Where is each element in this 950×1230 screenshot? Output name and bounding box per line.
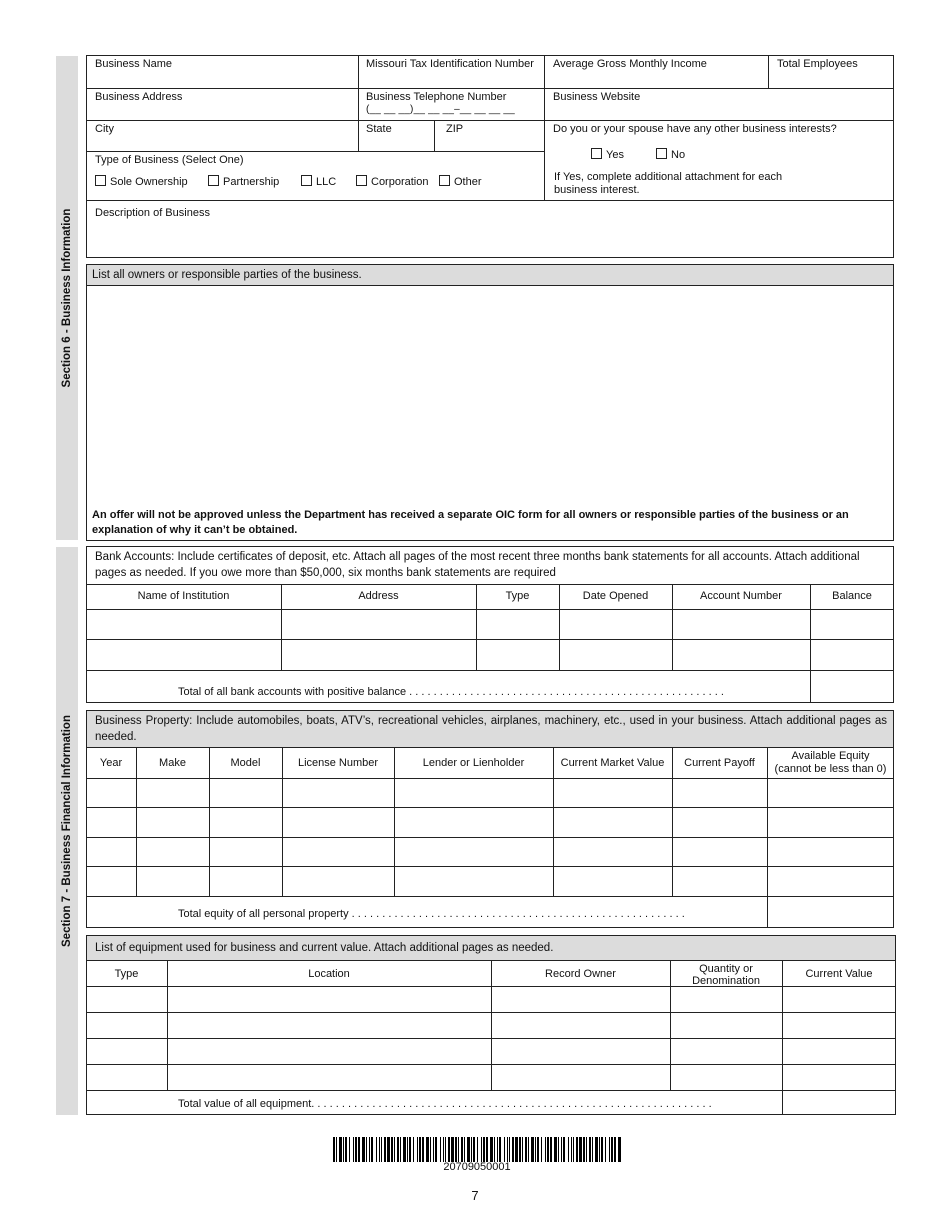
corporation-checkbox[interactable]: Corporation <box>356 175 428 188</box>
col-address: Address <box>358 590 399 602</box>
table-row[interactable] <box>87 867 893 896</box>
col-current-value: Current Value <box>805 968 873 980</box>
checkbox-icon <box>208 175 219 186</box>
owners-note: An offer will not be approved unless the Department has received a separate OIC form for all owners or responsible parties of the business or an explanation of why it can’t be obtained. <box>92 509 849 536</box>
checkbox-icon <box>356 175 367 186</box>
state-field[interactable]: State <box>366 123 392 135</box>
avg-income-field[interactable]: Average Gross Monthly Income <box>553 58 707 70</box>
if-yes-note: If Yes, complete additional attachment for each business interest. <box>554 171 783 196</box>
col-available-equity: Available Equity <box>791 750 870 762</box>
business-name-field[interactable]: Business Name <box>95 58 173 70</box>
tax-id-field[interactable]: Missouri Tax Identification Number <box>366 58 534 70</box>
col-denomination: Denomination <box>692 975 760 987</box>
barcode-icon <box>333 1137 621 1162</box>
zip-field[interactable]: ZIP <box>446 123 464 135</box>
col-model: Model <box>230 757 261 769</box>
col-type: Type <box>505 590 530 602</box>
other-checkbox[interactable]: Other <box>439 175 482 188</box>
table-row[interactable] <box>87 987 895 1012</box>
table-row[interactable] <box>87 1013 895 1038</box>
checkbox-icon <box>439 175 450 186</box>
property-intro: Business Property: Include automobiles, boats, ATV’s, recreational vehicles, airplanes, machinery, etc., used in your business. Attach additional pages as needed. <box>95 715 887 743</box>
owners-list-area[interactable] <box>87 287 893 505</box>
sole-ownership-checkbox[interactable]: Sole Ownership <box>95 175 188 188</box>
business-phone-field[interactable]: Business Telephone Number <box>366 91 507 103</box>
checkbox-icon <box>95 175 106 186</box>
checkbox-icon <box>301 175 312 186</box>
equipment-total-field[interactable] <box>783 1091 895 1114</box>
bank-total-label: Total of all bank accounts with positive balance . . . . . . . . . . . . . . . . . . . . . . . . . . . . . . . . . . . . . . . . . . . . . . . . . . . . <box>178 686 724 698</box>
other-interests-question: Do you or your spouse have any other business interests? <box>553 123 837 135</box>
table-row[interactable] <box>87 808 893 837</box>
col-make: Make <box>159 757 186 769</box>
barcode-number: 20709050001 <box>443 1161 511 1173</box>
section6-label: Section 6 - Business Information <box>61 208 73 388</box>
col-year: Year <box>99 757 123 769</box>
no-checkbox[interactable]: No <box>656 148 685 161</box>
business-address-field[interactable]: Business Address <box>95 91 183 103</box>
col-equity-note: (cannot be less than 0) <box>774 763 887 775</box>
property-total-field[interactable] <box>768 897 893 927</box>
type-of-business-label: Type of Business (Select One) <box>95 154 244 166</box>
table-row[interactable] <box>87 838 893 866</box>
partnership-checkbox[interactable]: Partnership <box>208 175 279 188</box>
section7-sidebar <box>56 547 78 1115</box>
business-website-field[interactable]: Business Website <box>553 91 641 103</box>
col-lender: Lender or Lienholder <box>422 757 525 769</box>
col-institution: Name of Institution <box>137 590 230 602</box>
owners-header-text: List all owners or responsible parties of the business. <box>92 269 362 281</box>
col-record-owner: Record Owner <box>545 968 616 980</box>
table-row[interactable] <box>87 1039 895 1064</box>
yes-checkbox[interactable]: Yes <box>591 148 624 161</box>
property-total-label: Total equity of all personal property . . . . . . . . . . . . . . . . . . . . . . . . . . . . . . . . . . . . . . . . . . . . . . . . . . . . . . . <box>178 908 685 920</box>
table-row[interactable] <box>87 779 893 807</box>
llc-checkbox[interactable]: LLC <box>301 175 336 188</box>
table-row[interactable] <box>87 1065 895 1090</box>
section7-label: Section 7 - Business Financial Information <box>61 715 73 947</box>
col-license-number: License Number <box>297 757 379 769</box>
col-market-value: Current Market Value <box>560 757 665 769</box>
col-location: Location <box>308 968 350 980</box>
table-row[interactable] <box>87 640 893 669</box>
col-payoff: Current Payoff <box>684 757 755 769</box>
col-balance: Balance <box>832 590 872 602</box>
equipment-total-label: Total value of all equipment. . . . . . . . . . . . . . . . . . . . . . . . . . . . . . . . . . . . . . . . . . . . . . . . . . . . . . . . . . . . . . . . . . <box>178 1098 712 1110</box>
checkbox-icon <box>656 148 667 159</box>
col-equip-type: Type <box>114 968 139 980</box>
page-number: 7 <box>471 1188 479 1203</box>
phone-mask: (__ __ __)__ __ __–__ __ __ __ <box>366 104 515 115</box>
description-field[interactable]: Description of Business <box>95 207 210 219</box>
col-quantity: Quantity or <box>699 963 753 975</box>
equipment-intro: List of equipment used for business and current value. Attach additional pages as needed. <box>95 942 554 954</box>
bank-total-field[interactable] <box>811 671 893 702</box>
city-field[interactable]: City <box>95 123 114 135</box>
bank-intro: Bank Accounts: Include certificates of deposit, etc. Attach all pages of the most recent three months bank statements for all accounts. Attach additional pages as needed. If you owe more than $50,000, six months bank statements are required <box>95 551 860 579</box>
col-account-number: Account Number <box>700 590 782 602</box>
table-row[interactable] <box>87 610 893 639</box>
total-employees-field[interactable]: Total Employees <box>777 58 858 70</box>
section6-sidebar <box>56 56 78 540</box>
checkbox-icon <box>591 148 602 159</box>
col-date-opened: Date Opened <box>582 590 649 602</box>
